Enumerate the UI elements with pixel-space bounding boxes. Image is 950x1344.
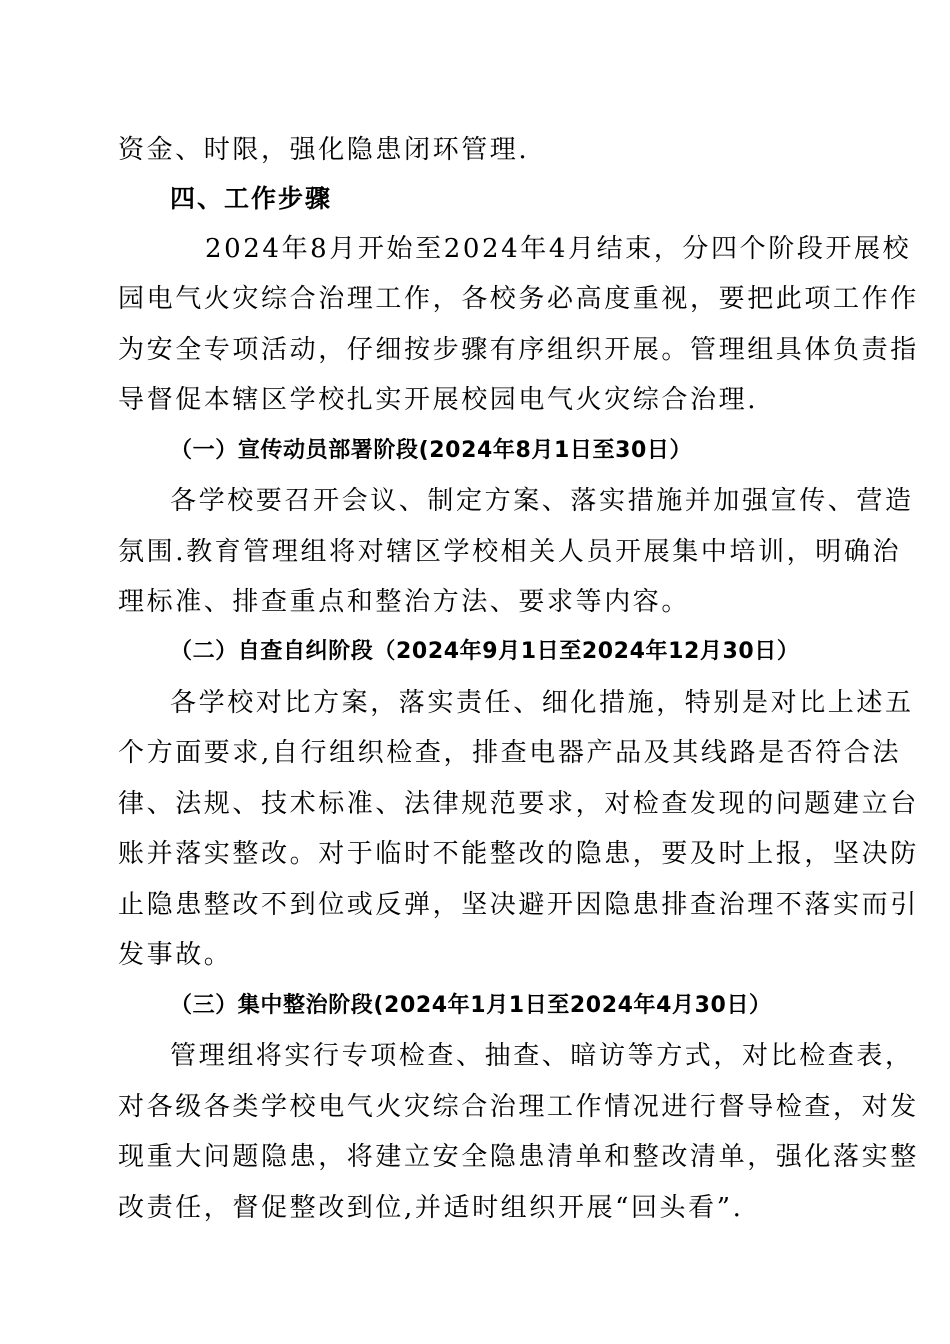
- paragraph-line: 律、法规、技术标准、法律规范要求，对检查发现的问题建立台: [118, 789, 919, 819]
- paragraph-line: 现重大问题隐患，将建立安全隐患清单和整改清单，强化落实整: [118, 1142, 919, 1172]
- paragraph-line: 理标准、排查重点和整治方法、要求等内容。: [118, 587, 691, 617]
- paragraph-line: 对各级各类学校电气火灾综合治理工作情况进行督导检查，对发: [118, 1092, 919, 1122]
- paragraph-line: 园电气火灾综合治理工作，各校务必高度重视，要把此项工作作: [118, 284, 919, 314]
- paragraph-line: 各学校要召开会议、制定方案、落实措施并加强宣传、营造: [170, 486, 914, 516]
- paragraph-line: 止隐患整改不到位或反弹，坚决避开因隐患排查治理不落实而引: [118, 890, 919, 920]
- subsection-heading: （二）自查自纠阶段（2024年9月1日至2024年12月30日）: [170, 639, 800, 664]
- paragraph-line: 氛围.教育管理组将对辖区学校相关人员开展集中培训，明确治: [118, 537, 902, 567]
- paragraph-line: 2024年8月开始至2024年4月结束，分四个阶段开展校: [205, 234, 912, 264]
- paragraph-line: 个方面要求,自行组织检查，排查电器产品及其线路是否符合法: [118, 738, 902, 768]
- subsection-heading: （一）宣传动员部署阶段(2024年8月1日至30日）: [170, 438, 693, 463]
- paragraph-line: 各学校对比方案，落实责任、细化措施，特别是对比上述五: [170, 688, 914, 718]
- paragraph-line: 导督促本辖区学校扎实开展校园电气火灾综合治理.: [118, 385, 759, 415]
- subsection-heading: （三）集中整治阶段(2024年1月1日至2024年4月30日）: [170, 993, 772, 1018]
- paragraph-line: 管理组将实行专项检查、抽查、暗访等方式，对比检查表，: [170, 1041, 914, 1071]
- paragraph-line: 账并落实整改。对于临时不能整改的隐患，要及时上报，坚决防: [118, 839, 919, 869]
- paragraph-line: 改责任，督促整改到位,并适时组织开展“回头看”.: [118, 1193, 744, 1223]
- paragraph-line: 发事故。: [118, 940, 233, 970]
- section-heading: 四、工作步骤: [170, 184, 333, 213]
- paragraph-line: 资金、时限，强化隐患闭环管理.: [118, 135, 530, 165]
- paragraph-line: 为安全专项活动，仔细按步骤有序组织开展。管理组具体负责指: [118, 335, 919, 365]
